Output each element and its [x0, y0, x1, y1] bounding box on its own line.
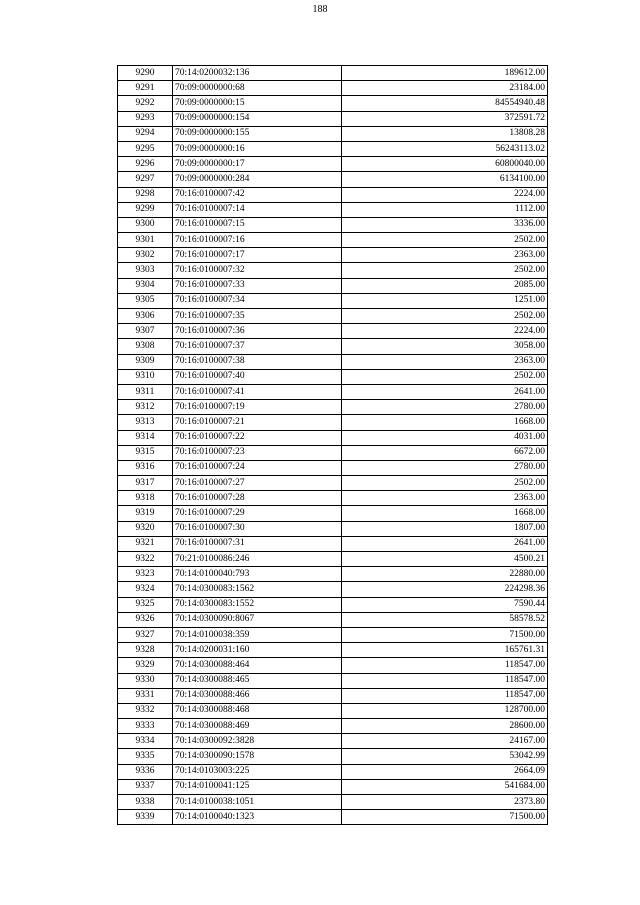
- table-row: [118, 688, 548, 703]
- value-cell: 71500.00: [342, 627, 548, 642]
- row-number-cell: 9332: [118, 703, 173, 718]
- row-number-cell: 9311: [118, 384, 173, 399]
- value-cell: 2224.00: [342, 324, 548, 339]
- table-row: [118, 643, 548, 658]
- table-row: [118, 627, 548, 642]
- cadastral-number-cell: 70:09:0000000:16: [173, 141, 342, 156]
- cadastral-number-cell: 70:09:0000000:155: [173, 126, 342, 141]
- row-number-cell: 9290: [118, 66, 173, 81]
- table-row: [118, 612, 548, 627]
- cadastral-number-cell: 70:16:0100007:42: [173, 187, 342, 202]
- row-number-cell: 9324: [118, 582, 173, 597]
- value-cell: 3336.00: [342, 217, 548, 232]
- cadastral-number-cell: 70:21:0100086:246: [173, 552, 342, 567]
- cadastral-number-cell: 70:14:0300083:1562: [173, 582, 342, 597]
- row-number-cell: 9333: [118, 719, 173, 734]
- cadastral-number-cell: 70:16:0100007:37: [173, 339, 342, 354]
- cadastral-number-cell: 70:14:0200031:160: [173, 643, 342, 658]
- cadastral-number-cell: 70:16:0100007:19: [173, 400, 342, 415]
- value-cell: 2085.00: [342, 278, 548, 293]
- table-row: [118, 703, 548, 718]
- row-number-cell: 9316: [118, 460, 173, 475]
- value-cell: 2363.00: [342, 354, 548, 369]
- value-cell: 7590.44: [342, 597, 548, 612]
- table-row: [118, 658, 548, 673]
- table-row: [118, 126, 548, 141]
- value-cell: 28600.00: [342, 719, 548, 734]
- table-row: [118, 491, 548, 506]
- table-row: [118, 278, 548, 293]
- table-row: [118, 81, 548, 96]
- table-row: [118, 536, 548, 551]
- cadastral-number-cell: 70:14:0300083:1552: [173, 597, 342, 612]
- row-number-cell: 9312: [118, 400, 173, 415]
- value-cell: 224298.36: [342, 582, 548, 597]
- row-number-cell: 9322: [118, 552, 173, 567]
- cadastral-number-cell: 70:16:0100007:38: [173, 354, 342, 369]
- table-row: [118, 582, 548, 597]
- value-cell: 3058.00: [342, 339, 548, 354]
- value-cell: 23184.00: [342, 81, 548, 96]
- table-row: [118, 66, 548, 81]
- page-number: 188: [312, 4, 328, 15]
- table-row: [118, 309, 548, 324]
- table-row: [118, 476, 548, 491]
- value-cell: 4500.21: [342, 552, 548, 567]
- cadastral-number-cell: 70:09:0000000:284: [173, 172, 342, 187]
- value-cell: 84554940.48: [342, 96, 548, 111]
- cadastral-number-cell: 70:16:0100007:22: [173, 430, 342, 445]
- cadastral-number-cell: 70:14:0100040:1323: [173, 810, 342, 825]
- row-number-cell: 9314: [118, 430, 173, 445]
- row-number-cell: 9334: [118, 734, 173, 749]
- value-cell: 541684.00: [342, 779, 548, 794]
- table-row: [118, 217, 548, 232]
- row-number-cell: 9313: [118, 415, 173, 430]
- value-cell: 2363.00: [342, 248, 548, 263]
- table-row: [118, 172, 548, 187]
- table-row: [118, 567, 548, 582]
- value-cell: 22880.00: [342, 567, 548, 582]
- registry-table: [117, 65, 548, 825]
- cadastral-number-cell: 70:09:0000000:17: [173, 157, 342, 172]
- value-cell: 56243113.02: [342, 141, 548, 156]
- row-number-cell: 9297: [118, 172, 173, 187]
- table-row: [118, 369, 548, 384]
- row-number-cell: 9303: [118, 263, 173, 278]
- table-row: [118, 460, 548, 475]
- cadastral-number-cell: 70:16:0100007:40: [173, 369, 342, 384]
- row-number-cell: 9331: [118, 688, 173, 703]
- cadastral-number-cell: 70:16:0100007:31: [173, 536, 342, 551]
- cadastral-number-cell: 70:14:0100038:359: [173, 627, 342, 642]
- row-number-cell: 9300: [118, 217, 173, 232]
- row-number-cell: 9336: [118, 764, 173, 779]
- row-number-cell: 9302: [118, 248, 173, 263]
- table-row: [118, 521, 548, 536]
- row-number-cell: 9298: [118, 187, 173, 202]
- value-cell: 118547.00: [342, 688, 548, 703]
- table-row: [118, 233, 548, 248]
- value-cell: 2363.00: [342, 491, 548, 506]
- row-number-cell: 9293: [118, 111, 173, 126]
- value-cell: 2780.00: [342, 400, 548, 415]
- value-cell: 2641.00: [342, 384, 548, 399]
- cadastral-number-cell: 70:14:0300088:464: [173, 658, 342, 673]
- value-cell: 2502.00: [342, 263, 548, 278]
- value-cell: 189612.00: [342, 66, 548, 81]
- cadastral-number-cell: 70:16:0100007:14: [173, 202, 342, 217]
- table-row: [118, 506, 548, 521]
- row-number-cell: 9309: [118, 354, 173, 369]
- cadastral-number-cell: 70:14:0300092:3828: [173, 734, 342, 749]
- table-row: [118, 339, 548, 354]
- table-row: [118, 810, 548, 825]
- table-row: [118, 187, 548, 202]
- value-cell: 372591.72: [342, 111, 548, 126]
- value-cell: 1112.00: [342, 202, 548, 217]
- table-row: [118, 795, 548, 810]
- row-number-cell: 9339: [118, 810, 173, 825]
- table-row: [118, 248, 548, 263]
- row-number-cell: 9320: [118, 521, 173, 536]
- row-number-cell: 9321: [118, 536, 173, 551]
- cadastral-number-cell: 70:14:0103003:225: [173, 764, 342, 779]
- cadastral-number-cell: 70:09:0000000:154: [173, 111, 342, 126]
- row-number-cell: 9319: [118, 506, 173, 521]
- table-row: [118, 96, 548, 111]
- cadastral-number-cell: 70:14:0100040:793: [173, 567, 342, 582]
- value-cell: 53042.99: [342, 749, 548, 764]
- row-number-cell: 9317: [118, 476, 173, 491]
- row-number-cell: 9326: [118, 612, 173, 627]
- cadastral-number-cell: 70:16:0100007:16: [173, 233, 342, 248]
- cadastral-number-cell: 70:09:0000000:15: [173, 96, 342, 111]
- table-row: [118, 111, 548, 126]
- cadastral-number-cell: 70:14:0300088:465: [173, 673, 342, 688]
- table-row: [118, 263, 548, 278]
- table-row: [118, 141, 548, 156]
- row-number-cell: 9299: [118, 202, 173, 217]
- value-cell: 1251.00: [342, 293, 548, 308]
- cadastral-number-cell: 70:14:0300090:1578: [173, 749, 342, 764]
- value-cell: 24167.00: [342, 734, 548, 749]
- cadastral-number-cell: 70:09:0000000:68: [173, 81, 342, 96]
- value-cell: 2224.00: [342, 187, 548, 202]
- value-cell: 2502.00: [342, 476, 548, 491]
- table-row: [118, 384, 548, 399]
- cadastral-number-cell: 70:16:0100007:36: [173, 324, 342, 339]
- value-cell: 165761.31: [342, 643, 548, 658]
- cadastral-number-cell: 70:16:0100007:23: [173, 445, 342, 460]
- table-row: [118, 430, 548, 445]
- table-row: [118, 400, 548, 415]
- cadastral-number-cell: 70:14:0300088:469: [173, 719, 342, 734]
- value-cell: 6134100.00: [342, 172, 548, 187]
- value-cell: 71500.00: [342, 810, 548, 825]
- cadastral-number-cell: 70:14:0100041:125: [173, 779, 342, 794]
- value-cell: 4031.00: [342, 430, 548, 445]
- row-number-cell: 9338: [118, 795, 173, 810]
- table-row: [118, 734, 548, 749]
- cadastral-number-cell: 70:14:0300090:8067: [173, 612, 342, 627]
- cadastral-number-cell: 70:16:0100007:33: [173, 278, 342, 293]
- row-number-cell: 9335: [118, 749, 173, 764]
- table-row: [118, 779, 548, 794]
- row-number-cell: 9291: [118, 81, 173, 96]
- cadastral-number-cell: 70:16:0100007:15: [173, 217, 342, 232]
- row-number-cell: 9323: [118, 567, 173, 582]
- value-cell: 2664.09: [342, 764, 548, 779]
- row-number-cell: 9296: [118, 157, 173, 172]
- value-cell: 1807.00: [342, 521, 548, 536]
- row-number-cell: 9301: [118, 233, 173, 248]
- value-cell: 128700.00: [342, 703, 548, 718]
- value-cell: 1668.00: [342, 506, 548, 521]
- value-cell: 58578.52: [342, 612, 548, 627]
- value-cell: 118547.00: [342, 658, 548, 673]
- table-row: [118, 415, 548, 430]
- value-cell: 2502.00: [342, 233, 548, 248]
- value-cell: 13808.28: [342, 126, 548, 141]
- cadastral-number-cell: 70:14:0300088:468: [173, 703, 342, 718]
- row-number-cell: 9329: [118, 658, 173, 673]
- row-number-cell: 9337: [118, 779, 173, 794]
- cadastral-number-cell: 70:16:0100007:32: [173, 263, 342, 278]
- row-number-cell: 9306: [118, 309, 173, 324]
- cadastral-number-cell: 70:16:0100007:27: [173, 476, 342, 491]
- row-number-cell: 9310: [118, 369, 173, 384]
- registry-table-body: [118, 66, 548, 825]
- row-number-cell: 9305: [118, 293, 173, 308]
- table-row: [118, 552, 548, 567]
- table-row: [118, 673, 548, 688]
- table-row: [118, 445, 548, 460]
- row-number-cell: 9325: [118, 597, 173, 612]
- cadastral-number-cell: 70:16:0100007:30: [173, 521, 342, 536]
- cadastral-number-cell: 70:16:0100007:21: [173, 415, 342, 430]
- row-number-cell: 9315: [118, 445, 173, 460]
- cadastral-number-cell: 70:16:0100007:29: [173, 506, 342, 521]
- cadastral-number-cell: 70:16:0100007:17: [173, 248, 342, 263]
- row-number-cell: 9294: [118, 126, 173, 141]
- row-number-cell: 9292: [118, 96, 173, 111]
- cadastral-number-cell: 70:16:0100007:28: [173, 491, 342, 506]
- cadastral-number-cell: 70:16:0100007:35: [173, 309, 342, 324]
- table-row: [118, 749, 548, 764]
- row-number-cell: 9295: [118, 141, 173, 156]
- row-number-cell: 9330: [118, 673, 173, 688]
- value-cell: 6672.00: [342, 445, 548, 460]
- cadastral-number-cell: 70:14:0200032:136: [173, 66, 342, 81]
- value-cell: 2373.80: [342, 795, 548, 810]
- value-cell: 1668.00: [342, 415, 548, 430]
- value-cell: 2502.00: [342, 309, 548, 324]
- cadastral-number-cell: 70:16:0100007:41: [173, 384, 342, 399]
- row-number-cell: 9328: [118, 643, 173, 658]
- value-cell: 118547.00: [342, 673, 548, 688]
- table-row: [118, 597, 548, 612]
- table-row: [118, 293, 548, 308]
- cadastral-number-cell: 70:16:0100007:34: [173, 293, 342, 308]
- table-row: [118, 719, 548, 734]
- table-row: [118, 157, 548, 172]
- value-cell: 2641.00: [342, 536, 548, 551]
- table-row: [118, 202, 548, 217]
- cadastral-number-cell: 70:14:0300088:466: [173, 688, 342, 703]
- row-number-cell: 9308: [118, 339, 173, 354]
- row-number-cell: 9307: [118, 324, 173, 339]
- table-row: [118, 324, 548, 339]
- value-cell: 60800040.00: [342, 157, 548, 172]
- value-cell: 2502.00: [342, 369, 548, 384]
- table-row: [118, 764, 548, 779]
- row-number-cell: 9304: [118, 278, 173, 293]
- row-number-cell: 9327: [118, 627, 173, 642]
- row-number-cell: 9318: [118, 491, 173, 506]
- value-cell: 2780.00: [342, 460, 548, 475]
- cadastral-number-cell: 70:16:0100007:24: [173, 460, 342, 475]
- table-row: [118, 354, 548, 369]
- cadastral-number-cell: 70:14:0100038:1051: [173, 795, 342, 810]
